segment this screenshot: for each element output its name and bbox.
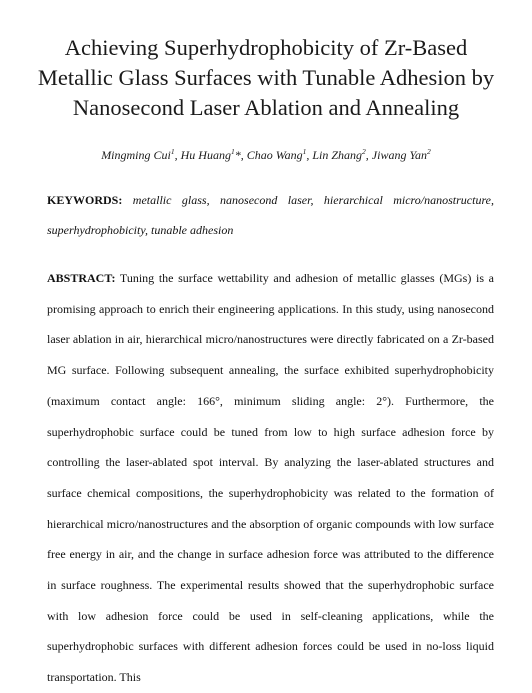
author-affiliation: 2: [362, 147, 366, 156]
author-list: [30, 148, 502, 163]
author: [101, 148, 180, 162]
keywords-section: [47, 186, 494, 245]
author: [247, 148, 313, 162]
title-line: Nanosecond Laser Ablation and Annealing: [72, 95, 460, 120]
paper-title: [30, 33, 502, 123]
author-affiliation: 1: [230, 147, 235, 156]
keywords-label: KEYWORDS:: [47, 193, 123, 207]
abstract-text: Tuning the surface wettability and adhesion of metallic glasses (MGs) is a promising approach to enrich their engineering applications. In this study, using nanosecond laser ablation in air, hierarchical micro/nanostructures were directly fabricated on a Zr-based MG surface. Following subsequent annealing, the surface exhibited superhydrophobicity (maximum contact angle: 166°, minimum sliding angle: 2°). Furthermore, the superhydrophobic surface could be tuned from low to high surface adhesion force by controlling the laser-ablated spot interval. By analyzing the laser-ablated structures and surface chemical compositions, the superhydrophobicity was related to the formation of hierarchical micro/nanostructures and the absorption of organic compounds with low surface free energy in air, and the change in surface adhesion force was attributed to the difference in surface roughness. The experimental results showed that the superhydrophobic surface with low adhesion force could be used in self-cleaning applications, while the superhydrophobic surfaces with different adhesion forces could be used in no-loss liquid transportation. This: [47, 271, 494, 685]
author-affiliation: 1: [170, 147, 175, 156]
author-affiliation: 1: [302, 147, 307, 156]
author-name: Hu Huang: [180, 148, 231, 162]
abstract-label: ABSTRACT:: [47, 271, 116, 285]
author-name: Lin Zhang: [312, 148, 363, 162]
author: [372, 148, 431, 162]
author-separator: ,: [240, 148, 247, 162]
author-name: Chao Wang: [246, 148, 303, 162]
title-line: Achieving Superhydrophobicity of Zr-Based: [64, 35, 468, 60]
author-affiliation: 2: [427, 147, 431, 156]
author-separator: ,: [174, 148, 181, 162]
author-name: Jiwang Yan: [371, 148, 428, 162]
author-separator: ,: [306, 148, 313, 162]
author-separator: ,: [365, 148, 372, 162]
keywords-text: metallic glass, nanosecond laser, hierarchical micro/nanostructure, superhydrophobicity, tunable adhesion: [47, 193, 495, 237]
author-name: Mingming Cui: [101, 148, 171, 162]
title-line: Metallic Glass Surfaces with Tunable Adhesion by: [37, 65, 495, 90]
corresponding-mark: *: [234, 148, 241, 162]
abstract-section: [47, 263, 494, 693]
author: [181, 148, 247, 162]
author: [312, 148, 371, 162]
